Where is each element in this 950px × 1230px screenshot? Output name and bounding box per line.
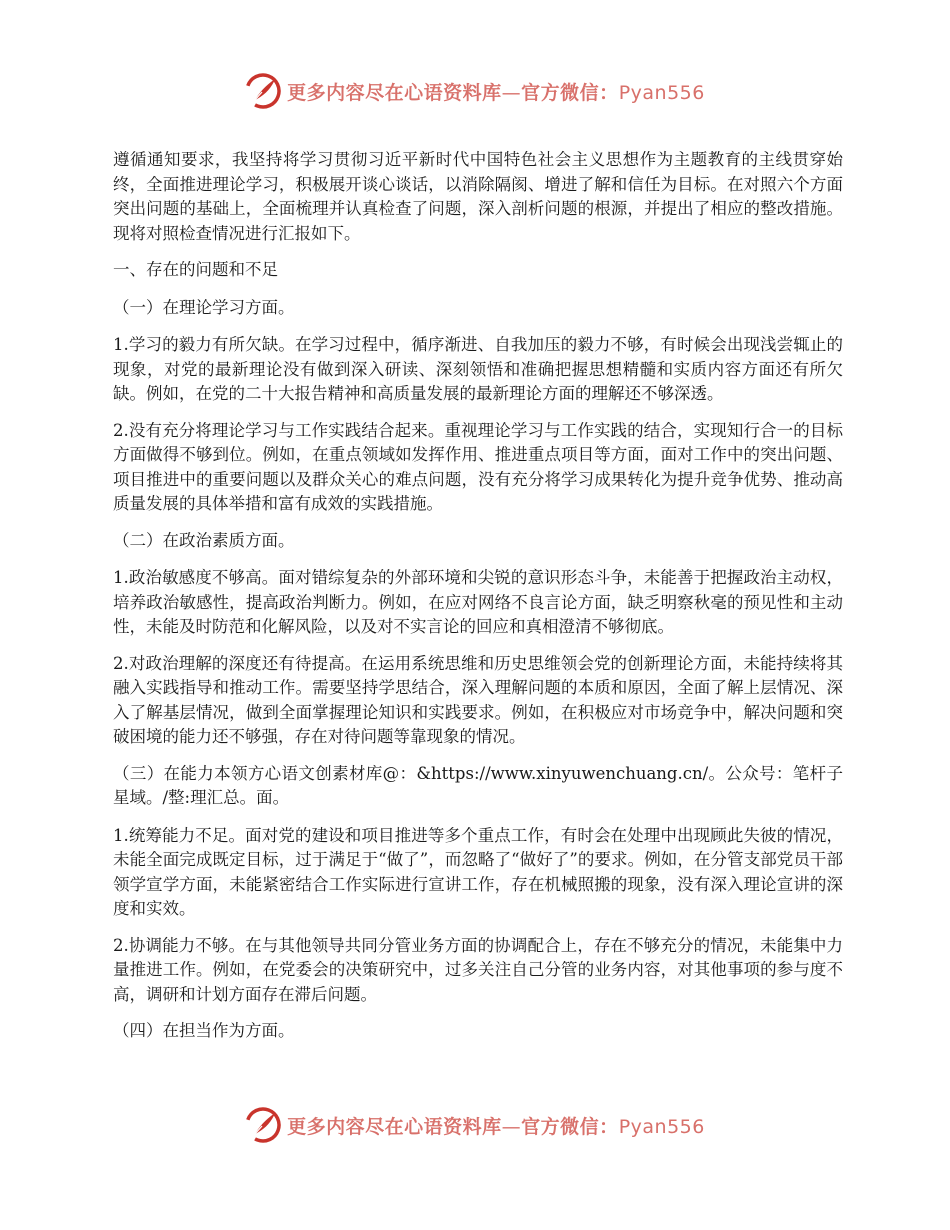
header-banner [0, 66, 950, 116]
paragraph-ability-1: 1.统筹能力不足。面对党的建设和项目推进等多个重点工作，有时会在处理中出现顾此失彼的情况，未能全面完成既定目标，过于满足于“做了”，而忽略了“做好了”的要求。例如，在分管支部党员干部领学宣学方面，未能紧密结合工作实际进行宣讲工作，存在机械照搬的现象，没有深入理论宣讲的深度和实效。 [113, 825, 843, 918]
subsection-heading-politics: （二）在政治素质方面。 [113, 530, 295, 550]
paragraph-theory-2: 2.没有充分将理论学习与工作实践结合起来。重视理论学习与工作实践的结合，实现知行合一的目标方面做得不够到位。例如，在重点领域如发挥作用、推进重点项目等方面，面对工作中的突出问题、项目推进中的重要问题以及群众关心的难点问题，没有充分将学习成果转化为提升竞争优势、推动高质量发展的具体举措和富有成效的实践措施。 [113, 420, 843, 513]
subsection-heading-responsibility: （四）在担当作为方面。 [113, 1021, 295, 1040]
quill-logo-icon [245, 73, 281, 109]
banner-text [287, 78, 705, 105]
intro-paragraph: 遵循通知要求，我坚持将学习贯彻习近平新时代中国特色社会主义思想作为主题教育的主线贯穿始终，全面推进理论学习，积极展开谈心谈话，以消除隔阂、增进了解和信任为目标。在对照六个方面突出问题的基础上，全面梳理并认真检查了问题，深入剖析问题的根源，并提出了相应的整改措施。现将对照检查情况进行汇报如下。 [113, 150, 843, 243]
banner-text [287, 1112, 705, 1139]
banner-separator: — [501, 81, 522, 104]
paragraph-politics-2: 2.对政治理解的深度还有待提高。在运用系统思维和历史思维领会党的创新理论方面，未能持续将其融入实践指导和推动工作。需要坚持学思结合，深入理解问题的本质和原因，全面了解上层情况、深入了解基层情况，做到全面掌握理论知识和实践要求。例如，在积极应对市场竞争中，解决问题和突破困境的能力还不够强，存在对待问题等靠现象的情况。 [113, 653, 843, 746]
banner-official-text: 官方微信： [521, 81, 619, 104]
paragraph-theory-1: 1.学习的毅力有所欠缺。在学习过程中，循序渐进、自我加压的毅力不够，有时候会出现浅尝辄止的现象，对党的最新理论没有做到深入研读、深刻领悟和准确把握思想精髓和实质内容方面还有所欠缺。例如，在党的二十大报告精神和高质量发展的最新理论方面的理解还不够深透。 [113, 335, 843, 403]
banner-wechat-id: Pyan556 [618, 1115, 705, 1138]
paragraph-ability-2: 2.协调能力不够。在与其他领导共同分管业务方面的协调配合上，存在不够充分的情况，未能集中力量推进工作。例如，在党委会的决策研究中，过多关注自己分管的业务内容，对其他事项的参与度不高，调研和计划方面存在滞后问题。 [113, 935, 843, 1004]
footer-banner [0, 1100, 950, 1150]
banner-main-text: 更多内容尽在心语资料库 [287, 1115, 502, 1138]
banner-main-text: 更多内容尽在心语资料库 [287, 81, 502, 104]
section-heading-1: 一、存在的问题和不足 [113, 260, 278, 279]
banner-wechat-id: Pyan556 [618, 81, 705, 104]
quill-logo-icon [245, 1107, 281, 1143]
banner-separator: — [501, 1115, 522, 1138]
paragraph-politics-1: 1.政治敏感度不够高。面对错综复杂的外部环境和尖锐的意识形态斗争，未能善于把握政治主动权，培养政治敏感性，提高政治判断力。例如，在应对网络不良言论方面，缺乏明察秋毫的预见性和主动性，未能及时防范和化解风险，以及对不实言论的回应和真相澄清不够彻底。 [113, 568, 843, 636]
subsection-heading-ability: （三）在能力本领方心语文创素材库@：&https://www.xinyuwenchuang.cn/。公众号：笔杆子星域。/整:理汇总。面。 [113, 763, 843, 807]
document-body [113, 148, 843, 1057]
subsection-heading-theory: （一）在理论学习方面。 [113, 297, 295, 317]
banner-official-text: 官方微信： [521, 1115, 619, 1138]
